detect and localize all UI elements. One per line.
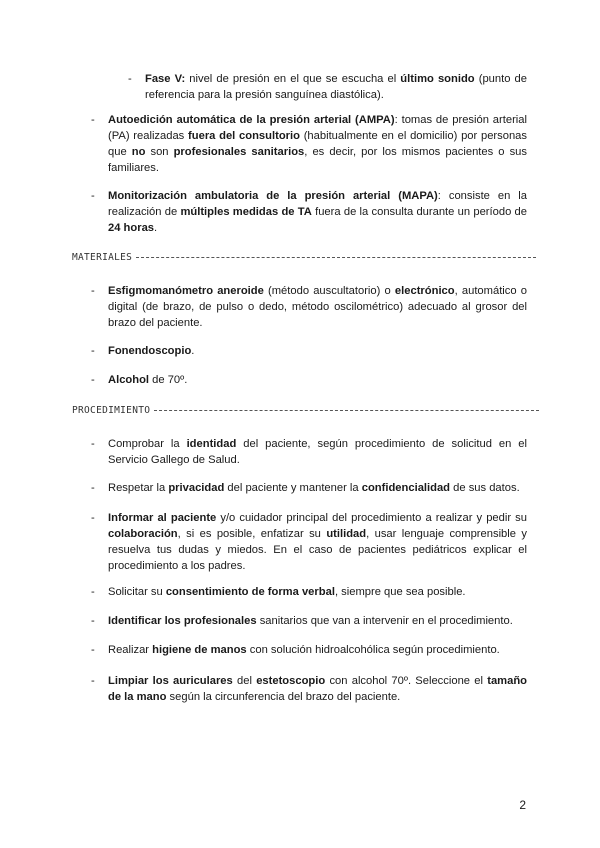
- section-heading-procedimiento: [72, 404, 539, 418]
- bullet-dash: -: [91, 114, 95, 126]
- bullet-dash: -: [91, 512, 95, 524]
- list-item-fase-v: Fase V: nivel de presión en el que se escucha el último sonido (punto de referencia para la presión sanguínea diastólica).: [145, 73, 527, 101]
- heading-text: MATERIALES: [72, 252, 133, 263]
- bullet-dash: -: [91, 374, 95, 386]
- list-item-identidad: Comprobar la identidad del paciente, según procedimiento de solicitud en el Servicio Gallego de Salud.: [108, 438, 528, 466]
- bullet-dash: -: [91, 285, 95, 297]
- bullet-dash: -: [91, 675, 95, 687]
- bullet-dash: -: [128, 73, 132, 85]
- list-item-alcohol: Alcohol de 70º.: [108, 374, 188, 386]
- page-number: 2: [519, 798, 526, 812]
- bullet-dash: -: [91, 345, 95, 357]
- list-item-informar: Informar al paciente y/o cuidador principal del procedimiento a realizar y pedir su colaboración, si es posible, enfatizar su utilidad, usar lenguaje comprensible y resuelva tus dudas y miedos. En el caso de pacientes pediátricos explicar el procedimiento a los padres.: [108, 512, 527, 572]
- list-item-esfigmomanometro: Esfigmomanómetro aneroide (método auscultatorio) o electrónico, automático o digital (de brazo, de pulso o dedo, método oscilométrico) adecuado al grosor del brazo del paciente.: [108, 285, 527, 329]
- bullet-dash: -: [91, 190, 95, 202]
- list-item-profesionales: Identificar los profesionales sanitarios que van a intervenir en el procedimiento.: [108, 615, 513, 627]
- heading-text: PROCEDIMIENTO: [72, 405, 151, 416]
- list-item-mapa: Monitorización ambulatoria de la presión arterial (MAPA): consiste en la realización de múltiples medidas de TA fuera de la consulta durante un período de 24 horas.: [108, 190, 527, 234]
- bullet-dash: -: [91, 586, 95, 598]
- bullet-dash: -: [91, 438, 95, 450]
- list-item-consentimiento: Solicitar su consentimiento de forma verbal, siempre que sea posible.: [108, 586, 466, 598]
- list-item-fonendoscopio: Fonendoscopio.: [108, 345, 195, 357]
- list-item-privacidad: Respetar la privacidad del paciente y mantener la confidencialidad de sus datos.: [108, 482, 520, 494]
- bullet-dash: -: [91, 644, 95, 656]
- heading-rule: [154, 410, 539, 411]
- list-item-auriculares: Limpiar los auriculares del estetoscopio con alcohol 70º. Seleccione el tamaño de la mano según la circunferencia del brazo del paciente.: [108, 675, 528, 703]
- bullet-dash: -: [91, 482, 95, 494]
- section-heading-materiales: [72, 251, 536, 265]
- bullet-dash: -: [91, 615, 95, 627]
- list-item-higiene: Realizar higiene de manos con solución hidroalcohólica según procedimiento.: [108, 644, 500, 656]
- list-item-ampa: Autoedición automática de la presión arterial (AMPA): tomas de presión arterial (PA) realizadas fuera del consultorio (habitualmente en el domicilio) por personas que no son profesionales sanitarios, es decir, por los mismos pacientes o sus familiares.: [108, 114, 528, 174]
- heading-rule: [136, 257, 536, 258]
